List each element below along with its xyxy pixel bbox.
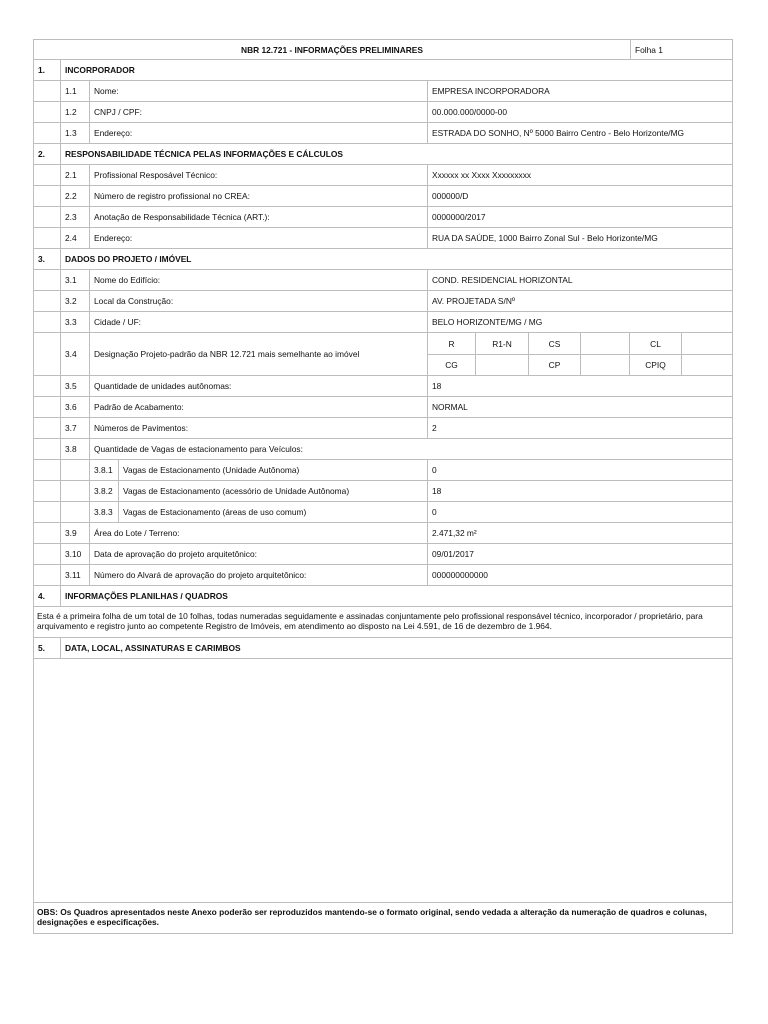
parking-header-row [33,439,733,460]
section-2-rows [33,165,733,249]
row-value: 000000/D [427,186,732,206]
row-value: COND. RESIDENCIAL HORIZONTAL [427,270,732,290]
parking-rows [33,460,733,523]
row-value: NORMAL [427,397,732,417]
row-value: 18 [427,376,732,396]
row-indent [60,502,89,522]
form-row [33,418,733,439]
row-value: 09/01/2017 [427,544,732,564]
section-4-header [33,586,733,607]
designation-grid-row-1 [427,333,732,355]
section-number: 1. [38,65,45,75]
section-5-header [33,638,733,659]
row-label: Nome: [89,81,427,101]
sheet-statement: Esta é a primeira folha de um total de 10 folhas, todas numeradas seguidamente e assinadas conjuntamente pelo profissional responsável técnico, incorporador / proprietário, para arquivamento e registro junto ao competente Registro de Imóveis, em atendimento ao disposto na Lei 4.591, de 16 de dezembro de 1.964. [37,611,703,631]
row-label: Vagas de Estacionamento (acessório de Unidade Autônoma) [118,481,427,501]
row-number: 2.3 [60,207,89,227]
section-1-rows [33,81,733,144]
section-number: 4. [38,591,45,601]
section-3-rows-c [33,523,733,586]
obs-note-row [33,903,733,934]
section-3-rows-b [33,376,733,439]
parking-row [33,460,733,481]
row-label: Quantidade de unidades autônomas: [89,376,427,396]
row-number: 3.9 [60,523,89,543]
row-number: 2.4 [60,228,89,248]
section-number: 5. [38,643,45,653]
row-label: Vagas de Estacionamento (áreas de uso comum) [118,502,427,522]
form-row [33,397,733,418]
designation-code [681,333,732,354]
row-label: Quantidade de Vagas de estacionamento para Veículos: [89,439,732,459]
row-number: 1.1 [60,81,89,101]
designation-code [580,354,629,375]
parking-row [33,502,733,523]
row-value: Xxxxxx xx Xxxx Xxxxxxxxx [427,165,732,185]
form-row [33,376,733,397]
row-number: 2.2 [60,186,89,206]
designation-code: CS [528,333,580,354]
form-row [33,186,733,207]
section-2-header [33,144,733,165]
designation-code: CPIQ [629,354,681,375]
designation-code: CG [427,354,475,375]
row-value: RUA DA SAÚDE, 1000 Bairro Zonal Sul - Belo Horizonte/MG [427,228,732,248]
section-title: DATA, LOCAL, ASSINATURAS E CARIMBOS [60,638,732,658]
row-number: 3.3 [60,312,89,332]
parking-row [33,481,733,502]
form-row [33,123,733,144]
designation-code: R [427,333,475,354]
form-row [33,544,733,565]
section-title: RESPONSABILIDADE TÉCNICA PELAS INFORMAÇÕES E CÁLCULOS [60,144,732,164]
row-label: Vagas de Estacionamento (Unidade Autônoma) [118,460,427,480]
row-value: 2.471,32 m² [427,523,732,543]
row-value: 2 [427,418,732,438]
row-number: 3.4 [60,333,89,375]
designation-grid-row-2 [427,354,732,375]
row-number: 3.8 [60,439,89,459]
row-number: 3.8.2 [89,481,118,501]
section-title: INFORMAÇÕES PLANILHAS / QUADROS [60,586,732,606]
row-number: 3.10 [60,544,89,564]
section-title: DADOS DO PROJETO / IMÓVEL [60,249,732,269]
row-label: Endereço: [89,123,427,143]
form-row [33,228,733,249]
section-number: 3. [38,254,45,264]
section-4-body [33,607,733,638]
row-number: 3.8.1 [89,460,118,480]
row-number: 3.7 [60,418,89,438]
section-3-rows-a [33,270,733,333]
row-label: Designação Projeto-padrão da NBR 12.721 mais semelhante ao imóvel [89,333,427,375]
row-value: 0 [427,460,732,480]
row-value: 0 [427,502,732,522]
designation-code [681,354,732,375]
row-label: Profissional Resposável Técnico: [89,165,427,185]
form-row [33,207,733,228]
section-3-header [33,249,733,270]
section-title: INCORPORADOR [60,60,732,80]
row-value: ESTRADA DO SONHO, Nº 5000 Bairro Centro - Belo Horizonte/MG [427,123,732,143]
row-label: Número de registro profissional no CREA: [89,186,427,206]
designation-code: CL [629,333,681,354]
row-number: 3.6 [60,397,89,417]
row-number: 3.8.3 [89,502,118,522]
sheet-number: Folha 1 [630,40,732,59]
row-number: 3.5 [60,376,89,396]
row-indent [60,481,89,501]
row-label: Endereço: [89,228,427,248]
row-value: 00.000.000/0000-00 [427,102,732,122]
row-label: Números de Pavimentos: [89,418,427,438]
row-value: BELO HORIZONTE/MG / MG [427,312,732,332]
designation-code: R1-N [475,333,528,354]
row-value: EMPRESA INCORPORADORA [427,81,732,101]
form-row [33,312,733,333]
form-row [33,102,733,123]
row-value: 000000000000 [427,565,732,585]
designation-grid [427,333,732,375]
row-label: Data de aprovação do projeto arquitetônico: [89,544,427,564]
row-number: 1.2 [60,102,89,122]
row-number: 3.1 [60,270,89,290]
row-label: Anotação de Responsabilidade Técnica (ART.): [89,207,427,227]
row-label: Padrão de Acabamento: [89,397,427,417]
row-label: Número do Alvará de aprovação do projeto arquitetônico: [89,565,427,585]
form-row [33,165,733,186]
designation-row [33,333,733,376]
form-sheet [33,39,733,934]
form-row [33,523,733,544]
form-header [33,39,733,60]
row-number: 3.2 [60,291,89,311]
form-row [33,565,733,586]
form-row [33,81,733,102]
row-number: 3.11 [60,565,89,585]
form-title: NBR 12.721 - INFORMAÇÕES PRELIMINARES [241,44,423,55]
form-row [33,270,733,291]
row-label: Área do Lote / Terreno: [89,523,427,543]
signature-area [33,659,733,903]
row-value: AV. PROJETADA S/Nº [427,291,732,311]
row-label: CNPJ / CPF: [89,102,427,122]
section-number: 2. [38,149,45,159]
designation-code: CP [528,354,580,375]
row-value: 0000000/2017 [427,207,732,227]
row-label: Cidade / UF: [89,312,427,332]
form-row [33,291,733,312]
row-label: Local da Construção: [89,291,427,311]
designation-code [580,333,629,354]
row-value: 18 [427,481,732,501]
row-label: Nome do Edifício: [89,270,427,290]
row-number: 2.1 [60,165,89,185]
designation-code [475,354,528,375]
section-1-header [33,60,733,81]
obs-note: OBS: Os Quadros apresentados neste Anexo poderão ser reproduzidos mantendo-se o formato original, sendo vedada a alteração da numeração de quadros e colunas, designações e especificações. [37,907,707,927]
row-indent [60,460,89,480]
row-number: 1.3 [60,123,89,143]
